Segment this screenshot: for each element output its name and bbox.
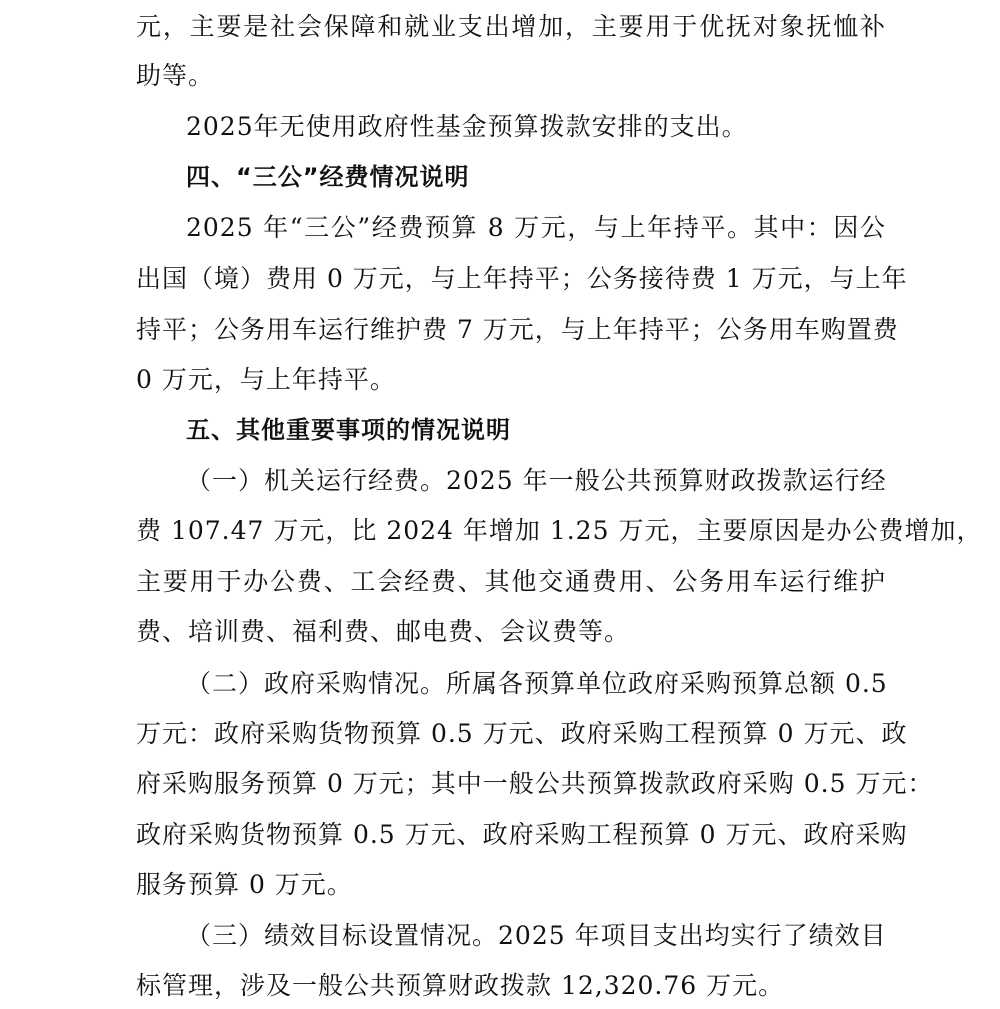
text-line: （三）绩效目标设置情况。2025 年项目支出均实行了绩效目: [186, 921, 887, 950]
text-line: （一）机关运行经费。2025 年一般公共预算财政拨款运行经: [186, 466, 887, 495]
text-line: （二）政府采购情况。所属各预算单位政府采购预算总额 0.5: [186, 669, 888, 698]
text-line: 出国（境）费用 0 万元，与上年持平；公务接待费 1 万元，与上年: [136, 264, 908, 293]
text-line: 助等。: [136, 61, 215, 90]
text-line: 标管理，涉及一般公共预算财政拨款 12,320.76 万元。: [136, 971, 785, 1000]
text-line: 服务预算 0 万元。: [136, 870, 353, 899]
text-line: 费 107.47 万元，比 2024 年增加 1.25 万元，主要原因是办公费增加，: [136, 516, 983, 545]
text-line: 2025 年“三公”经费预算 8 万元，与上年持平。其中：因公: [186, 213, 886, 242]
text-line: 元，主要是社会保障和就业支出增加，主要用于优抚对象抚恤补: [136, 12, 886, 41]
text-line: 主要用于办公费、工会经费、其他交通费用、公务用车运行维护: [136, 567, 886, 596]
section-heading: 四、“三公”经费情况说明: [186, 163, 470, 191]
text-line: 2025年无使用政府性基金预算拨款安排的支出。: [186, 112, 748, 141]
text-line: 政府采购货物预算 0.5 万元、政府采购工程预算 0 万元、政府采购: [136, 820, 908, 849]
text-line: 万元：政府采购货物预算 0.5 万元、政府采购工程预算 0 万元、政: [136, 719, 908, 748]
text-line: 0 万元，与上年持平。: [136, 365, 396, 394]
text-line: 府采购服务预算 0 万元；其中一般公共预算拨款政府采购 0.5 万元：: [136, 769, 934, 798]
text-line: 费、培训费、福利费、邮电费、会议费等。: [136, 617, 631, 646]
text-line: 持平；公务用车运行维护费 7 万元，与上年持平；公务用车购置费: [136, 315, 899, 344]
section-heading: 五、其他重要事项的情况说明: [186, 416, 511, 444]
